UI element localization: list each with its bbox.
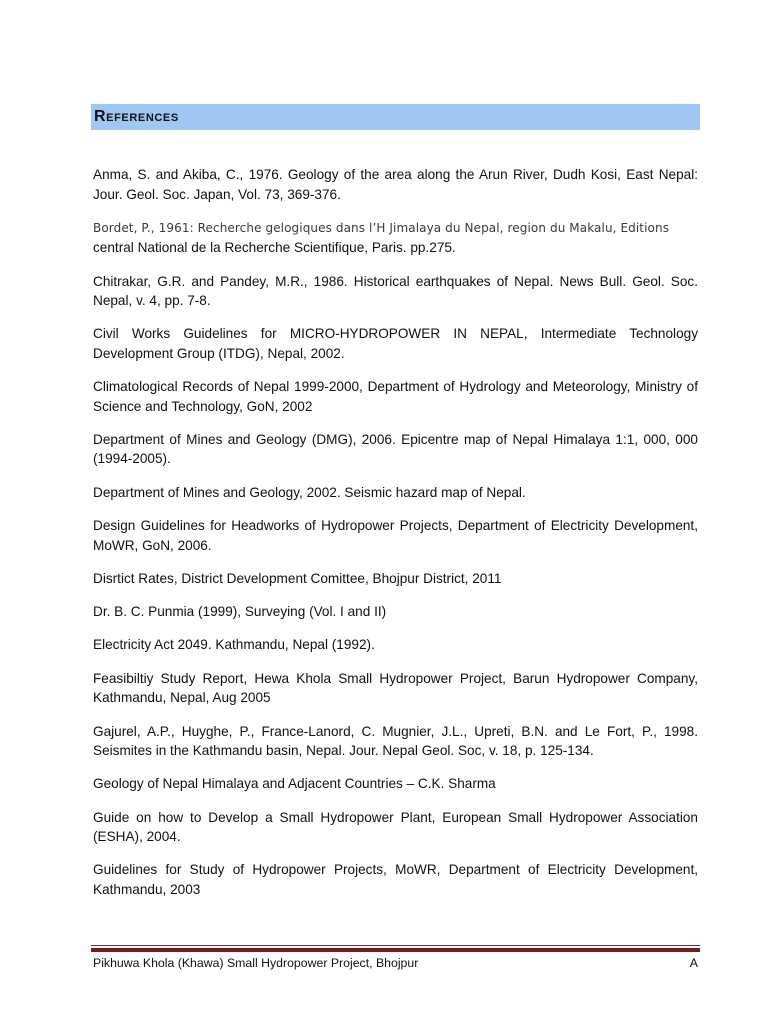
footer-divider-thin <box>91 945 700 946</box>
reference-text: central National de la Recherche Scientifique, Paris. pp.275. <box>93 240 456 256</box>
reference-item <box>93 569 698 589</box>
reference-item <box>93 377 698 416</box>
reference-item <box>93 774 698 794</box>
reference-item <box>93 602 698 622</box>
footer-page-number: A <box>689 956 698 970</box>
reference-item <box>93 722 698 761</box>
reference-text: Gajurel, A.P., Huyghe, P., France-Lanord, C. Mugnier, J.L., Upreti, B.N. and Le Fort, P., 1998. Seismites in the Kathmandu basin, Nepal. Jour. Nepal Geol. Soc, v. 18, p. 125-134. <box>93 723 698 759</box>
reference-item <box>93 808 698 847</box>
reference-text: Disrtict Rates, District Development Comittee, Bhojpur District, 2011 <box>93 570 502 586</box>
reference-text: Feasibiltiy Study Report, Hewa Khola Small Hydropower Project, Barun Hydropower Company, Kathmandu, Nepal, Aug 2005 <box>93 670 698 706</box>
reference-text: Guide on how to Develop a Small Hydropower Plant, European Small Hydropower Association (ESHA), 2004. <box>93 809 698 845</box>
footer-divider-thick <box>91 948 700 952</box>
reference-text: Guidelines for Study of Hydropower Projects, MoWR, Department of Electricity Development, Kathmandu, 2003 <box>93 862 698 897</box>
reference-item <box>93 483 698 503</box>
reference-item <box>93 165 698 204</box>
reference-text-alt-font: Bordet, P., 1961: Recherche gelogiques dans l’H Jimalaya du Nepal, region du Makalu, Editions <box>93 220 670 235</box>
reference-item <box>93 324 698 363</box>
page-footer <box>93 956 698 970</box>
section-heading: References <box>94 108 179 125</box>
reference-text: Design Guidelines for Headworks of Hydropower Projects, Department of Electricity Development, MoWR, GoN, 2006. <box>93 518 698 553</box>
reference-text: Geology of Nepal Himalaya and Adjacent Countries – C.K. Sharma <box>93 776 496 792</box>
footer-project-title: Pikhuwa Khola (Khawa) Small Hydropower Project, Bhojpur <box>93 956 419 970</box>
reference-item <box>93 669 698 708</box>
references-heading-bar <box>91 104 700 130</box>
reference-item <box>93 516 698 555</box>
reference-item <box>93 430 698 469</box>
reference-item <box>93 218 698 258</box>
reference-text: Dr. B. C. Punmia (1999), Surveying (Vol. I and II) <box>93 604 387 620</box>
reference-text: Department of Mines and Geology, 2002. Seismic hazard map of Nepal. <box>93 484 526 500</box>
reference-text: Anma, S. and Akiba, C., 1976. Geology of the area along the Arun River, Dudh Kosi, East Nepal: Jour. Geol. Soc. Japan, Vol. 73, 369-376. <box>93 167 698 202</box>
reference-text: Department of Mines and Geology (DMG), 2006. Epicentre map of Nepal Himalaya 1:1, 000, 000 (1994-2005). <box>93 431 698 467</box>
reference-item <box>93 860 698 899</box>
reference-text: Climatological Records of Nepal 1999-2000, Department of Hydrology and Meteorology, Ministry of Science and Technology, GoN, 2002 <box>93 379 698 414</box>
reference-text: Chitrakar, G.R. and Pandey, M.R., 1986. Historical earthquakes of Nepal. News Bull. Geol. Soc. Nepal, v. 4, pp. 7-8. <box>93 273 698 309</box>
reference-item <box>93 635 698 655</box>
reference-text: Electricity Act 2049. Kathmandu, Nepal (1992). <box>93 637 375 653</box>
reference-item <box>93 272 698 311</box>
reference-list <box>93 165 698 913</box>
reference-text: Civil Works Guidelines for MICRO-HYDROPOWER IN NEPAL, Intermediate Technology Development Group (ITDG), Nepal, 2002. <box>93 326 698 361</box>
